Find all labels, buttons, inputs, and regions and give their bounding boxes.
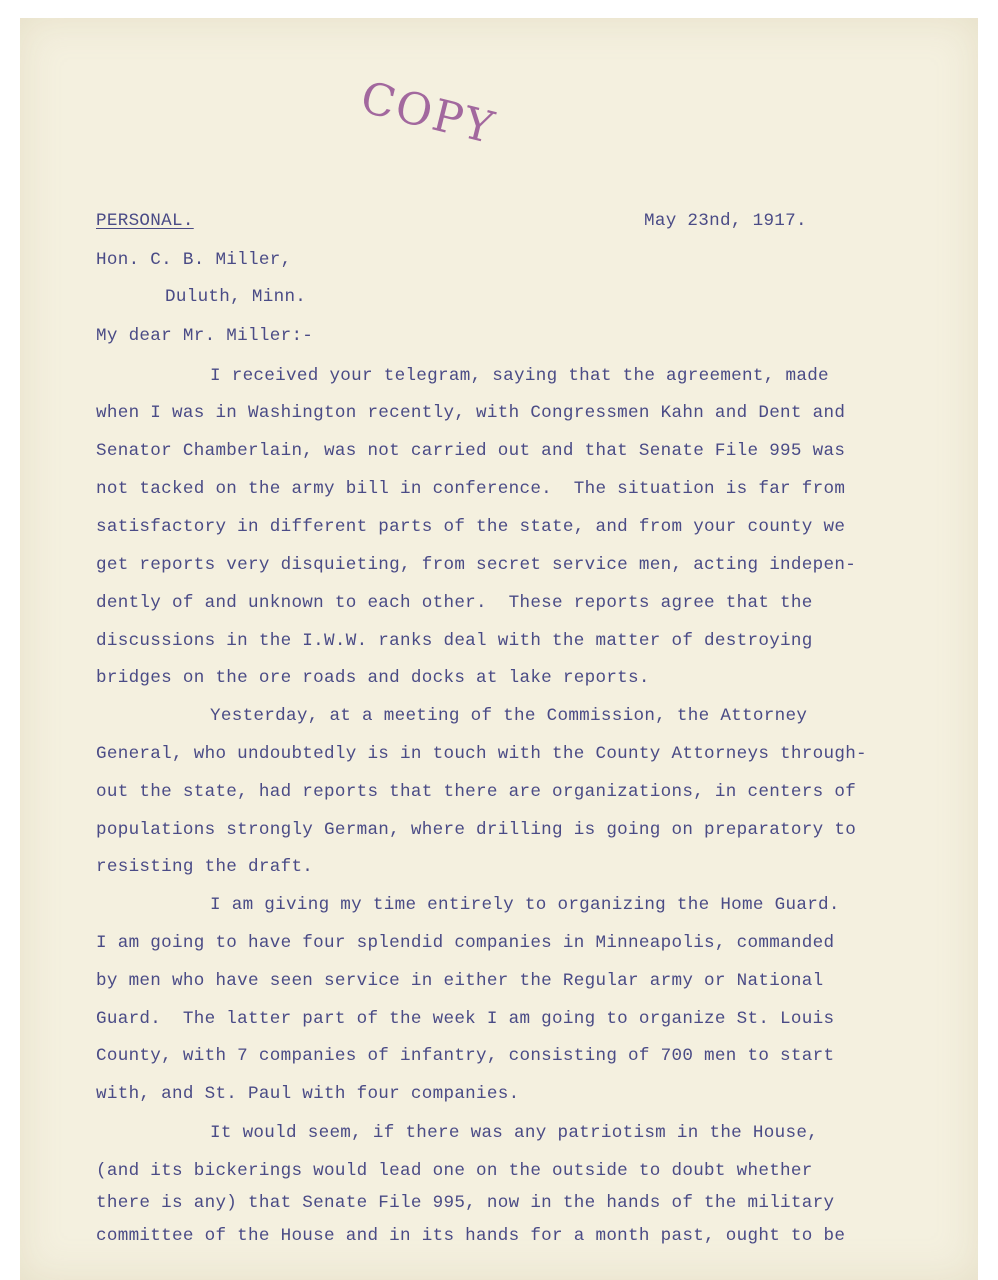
body-line: Senator Chamberlain, was not carried out and that Senate File 995 was: [96, 441, 846, 461]
body-line: I am going to have four splendid companies in Minneapolis, commanded: [96, 933, 835, 953]
letter-date: May 23nd, 1917.: [644, 211, 807, 231]
body-line: get reports very disquieting, from secret service men, acting indepen-: [96, 555, 857, 575]
body-line: populations strongly German, where drilling is going on preparatory to: [96, 820, 857, 840]
body-line: dently of and unknown to each other. These reports agree that the: [96, 593, 813, 613]
copy-stamp: COPY: [355, 72, 501, 155]
body-line: resisting the draft.: [96, 857, 314, 877]
personal-label: PERSONAL.: [96, 211, 194, 231]
body-line: committee of the House and in its hands for a month past, ought to be: [96, 1226, 846, 1246]
body-line: County, with 7 companies of infantry, consisting of 700 men to start: [96, 1046, 835, 1066]
salutation: My dear Mr. Miller:-: [96, 326, 314, 346]
body-line: satisfactory in different parts of the state, and from your county we: [96, 517, 846, 537]
body-line: not tacked on the army bill in conference. The situation is far from: [96, 479, 846, 499]
body-line: with, and St. Paul with four companies.: [96, 1084, 520, 1104]
body-line: I am giving my time entirely to organizing the Home Guard.: [210, 895, 840, 915]
body-line: by men who have seen service in either the Regular army or National: [96, 971, 824, 991]
body-line: there is any) that Senate File 995, now in the hands of the military: [96, 1193, 835, 1213]
body-line: when I was in Washington recently, with Congressmen Kahn and Dent and: [96, 403, 846, 423]
recipient-name: Hon. C. B. Miller,: [96, 250, 292, 270]
body-line: (and its bickerings would lead one on the outside to doubt whether: [96, 1161, 813, 1181]
body-line: I received your telegram, saying that the agreement, made: [210, 366, 829, 386]
body-line: Yesterday, at a meeting of the Commission, the Attorney: [210, 706, 808, 726]
body-line: General, who undoubtedly is in touch with the County Attorneys through-: [96, 744, 867, 764]
body-line: bridges on the ore roads and docks at lake reports.: [96, 668, 650, 688]
body-line: discussions in the I.W.W. ranks deal with the matter of destroying: [96, 631, 813, 651]
body-line: Guard. The latter part of the week I am going to organize St. Louis: [96, 1009, 835, 1029]
body-line: It would seem, if there was any patriotism in the House,: [210, 1123, 819, 1143]
body-line: out the state, had reports that there are organizations, in centers of: [96, 782, 857, 802]
recipient-city: Duluth, Minn.: [165, 287, 307, 307]
